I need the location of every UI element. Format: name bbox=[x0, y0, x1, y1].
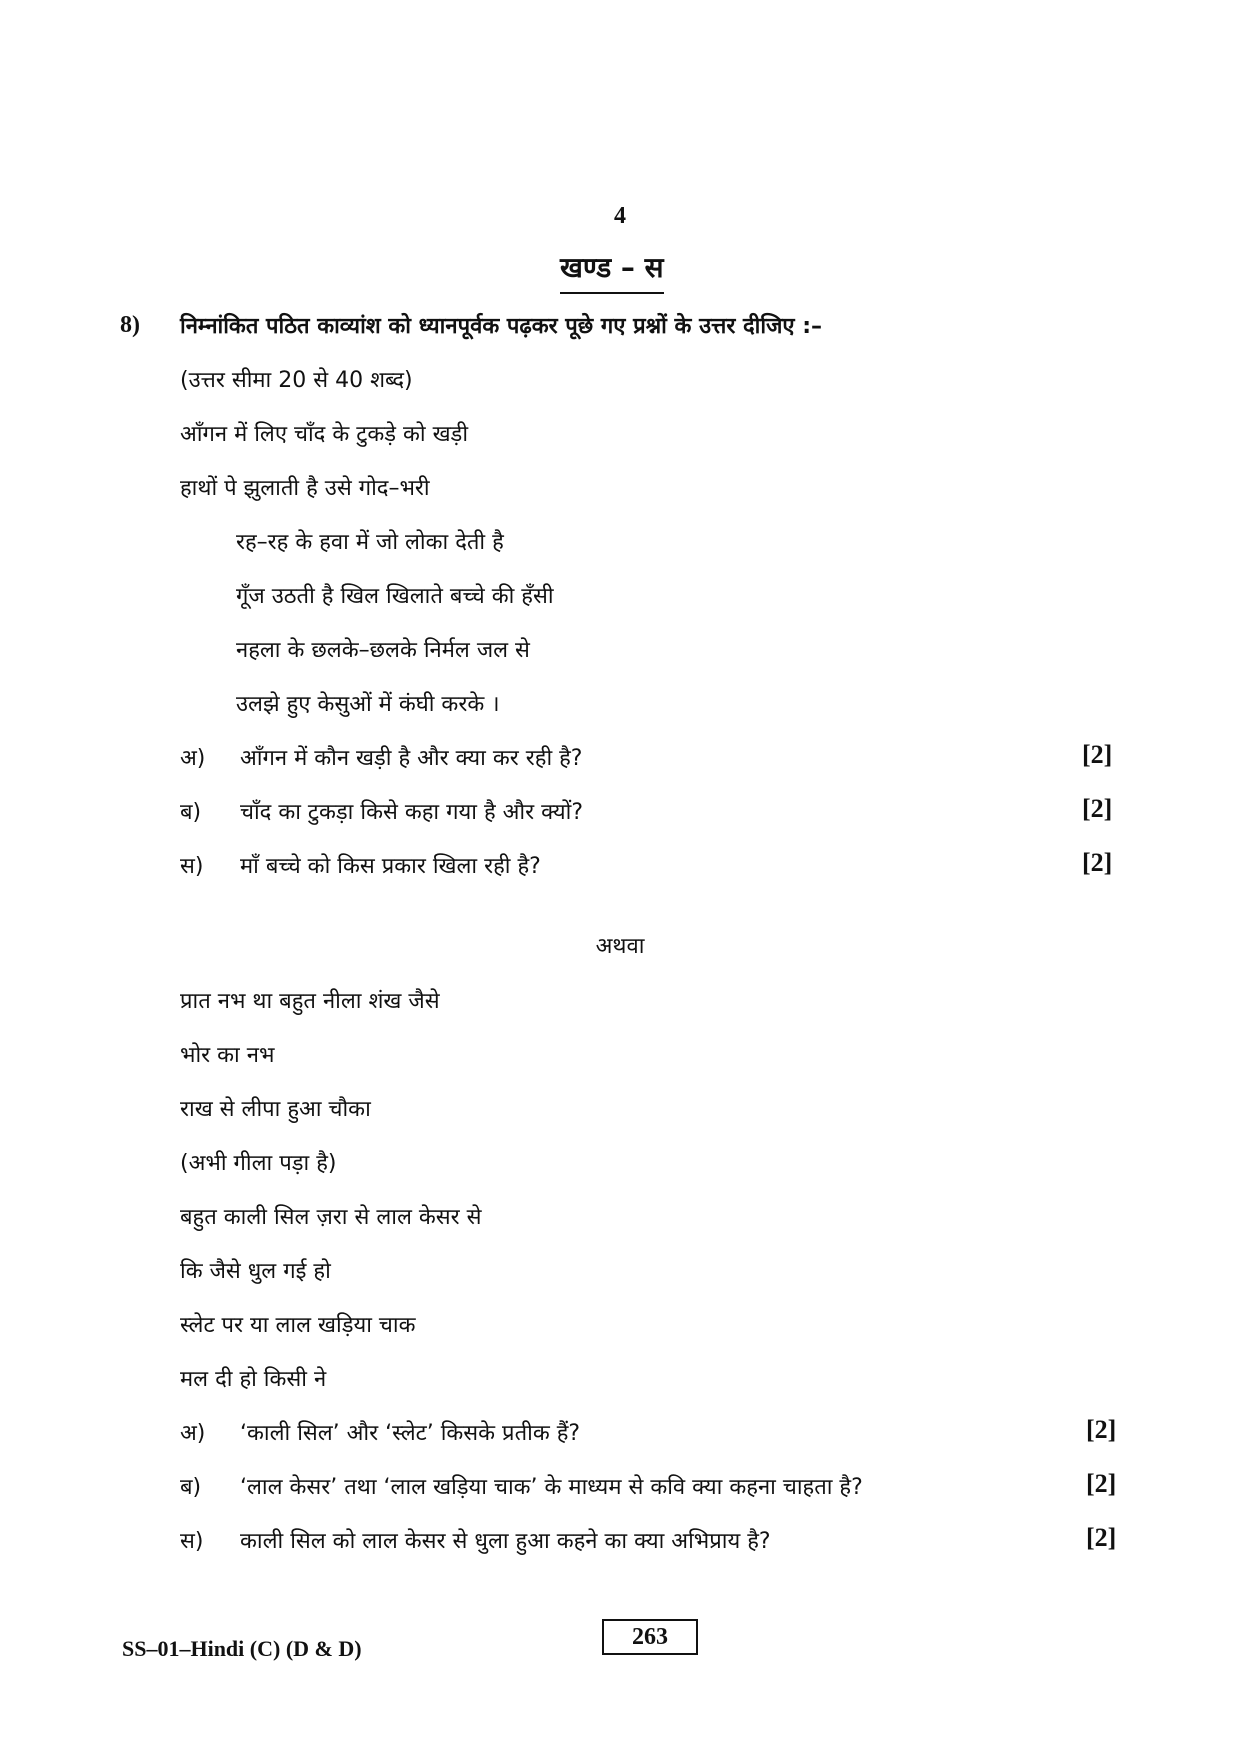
sub-question-text: चाँद का टुकड़ा किसे कहा गया है और क्यों? bbox=[240, 800, 584, 825]
marks: [2] bbox=[1086, 1415, 1117, 1444]
or-label: अथवा bbox=[595, 934, 645, 959]
sub-question-text: आँगन में कौन खड़ी है और क्या कर रही है? bbox=[240, 746, 583, 771]
poem2-line: स्लेट पर या लाल खड़िया चाक bbox=[180, 1313, 416, 1338]
sub-question-label: स) bbox=[180, 1529, 204, 1554]
poem2-line: (अभी गीला पड़ा है) bbox=[180, 1151, 337, 1176]
sub-question-label: अ) bbox=[180, 746, 206, 771]
marks: [2] bbox=[1082, 740, 1113, 769]
poem2-line: मल दी हो किसी ने bbox=[180, 1367, 327, 1392]
paper-code: SS–01–Hindi (C) (D & D) bbox=[122, 1636, 362, 1661]
poem2-line: प्रात नभ था बहुत नीला शंख जैसे bbox=[180, 989, 440, 1014]
sub-question-label: ब) bbox=[180, 1475, 202, 1500]
poem2-line: बहुत काली सिल ज़रा से लाल केसर से bbox=[180, 1205, 482, 1230]
marks: [2] bbox=[1082, 848, 1113, 877]
poem1-line: नहला के छलके–छलके निर्मल जल से bbox=[236, 638, 530, 663]
question-instruction: निम्नांकित पठित काव्यांश को ध्यानपूर्वक पढ़कर पूछे गए प्रश्नों के उत्तर दीजिए :– bbox=[180, 314, 823, 339]
poem1-line: आँगन में लिए चाँद के टुकड़े को खड़ी bbox=[180, 422, 469, 447]
sub-question-label: स) bbox=[180, 854, 204, 879]
poem2-line: भोर का नभ bbox=[180, 1043, 275, 1068]
section-title: खण्ड – स bbox=[560, 248, 664, 294]
question-number: 8) bbox=[120, 312, 140, 338]
page-code-box: 263 bbox=[602, 1619, 698, 1655]
sub-question-label: अ) bbox=[180, 1421, 206, 1446]
poem2-line: राख से लीपा हुआ चौका bbox=[180, 1097, 371, 1122]
marks: [2] bbox=[1086, 1469, 1117, 1498]
poem1-line: उलझे हुए केसुओं में कंघी करके । bbox=[236, 692, 500, 717]
poem1-line: रह–रह के हवा में जो लोका देती है bbox=[236, 530, 504, 555]
sub-question-label: ब) bbox=[180, 800, 202, 825]
poem1-line: गूँज उठती है खिल खिलाते बच्चे की हँसी bbox=[236, 584, 554, 609]
sub-question-text: माँ बच्चे को किस प्रकार खिला रही है? bbox=[240, 854, 541, 879]
poem1-line: हाथों पे झुलाती है उसे गोद–भरी bbox=[180, 476, 430, 501]
sub-question-text: ‘काली सिल’ और ‘स्लेट’ किसके प्रतीक हैं? bbox=[240, 1421, 581, 1446]
page-number: 4 bbox=[614, 203, 626, 229]
poem2-line: कि जैसे धुल गई हो bbox=[180, 1259, 331, 1284]
sub-question-text: ‘लाल केसर’ तथा ‘लाल खड़िया चाक’ के माध्यम से कवि क्या कहना चाहता है? bbox=[240, 1475, 863, 1500]
word-limit: (उत्तर सीमा 20 से 40 शब्द) bbox=[180, 368, 413, 393]
marks: [2] bbox=[1086, 1523, 1117, 1552]
sub-question-text: काली सिल को लाल केसर से धुला हुआ कहने का क्या अभिप्राय है? bbox=[240, 1529, 771, 1554]
marks: [2] bbox=[1082, 794, 1113, 823]
